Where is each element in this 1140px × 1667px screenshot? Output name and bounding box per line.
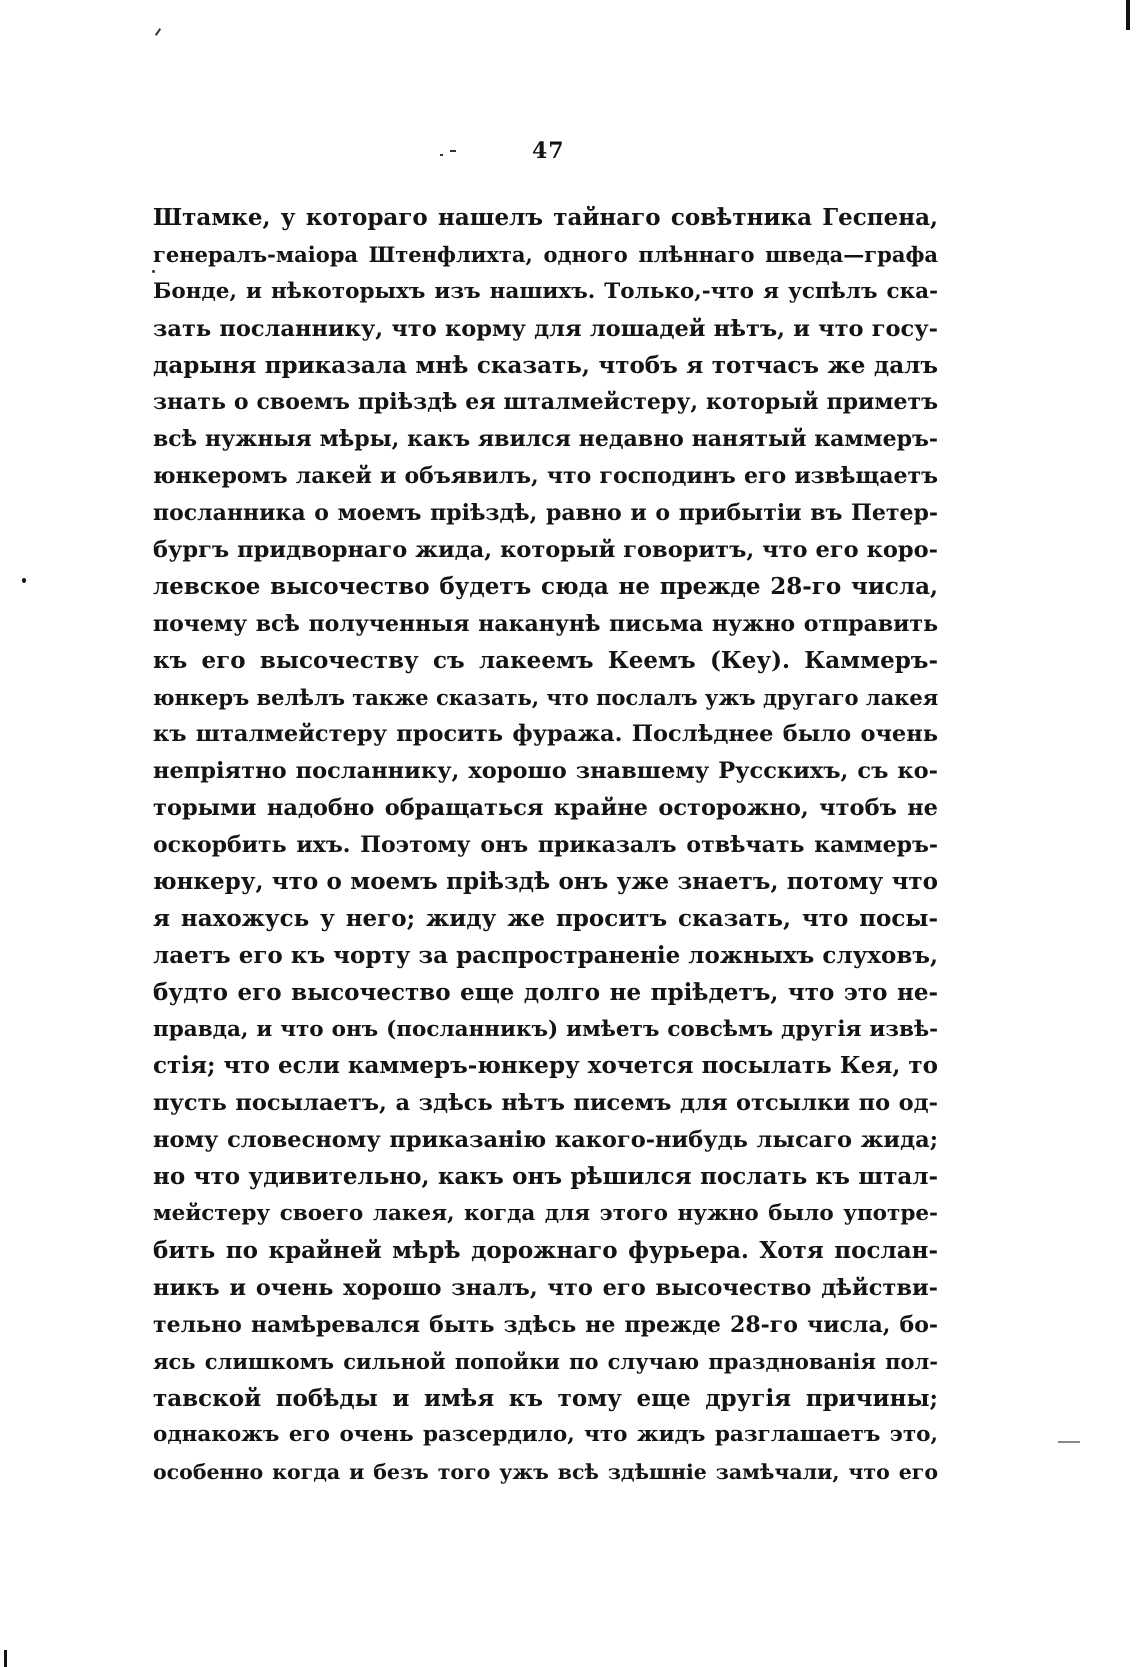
text-line: всѣ нужныя мѣры, какъ явился недавно нанятый каммеръ- bbox=[153, 426, 938, 453]
text-line: тавской побѣды и имѣя къ тому еще другія причины; bbox=[153, 1384, 938, 1412]
text-line: особенно когда и безъ того ужъ всѣ здѣшніе замѣчали, что его bbox=[153, 1460, 938, 1485]
text-line: юнкеръ велѣлъ также сказать, что послалъ ужъ другаго лакея bbox=[153, 684, 938, 710]
ink-mark bbox=[450, 150, 456, 152]
text-line: пусть посылаетъ, а здѣсь нѣтъ писемъ для отсылки по од- bbox=[153, 1090, 938, 1117]
page-number: 47 bbox=[532, 138, 565, 164]
text-line: торыми надобно обращаться крайне осторожно, чтобъ не bbox=[153, 795, 938, 822]
ink-mark bbox=[440, 154, 443, 156]
text-line: стія; что если каммеръ-юнкеру хочется посылать Кея, то bbox=[153, 1052, 938, 1080]
text-line: однакожъ его очень разсердило, что жидъ разглашаетъ это, bbox=[153, 1422, 938, 1448]
text-line: непріятно посланнику, хорошо знавшему Русскихъ, съ ко- bbox=[153, 758, 938, 785]
text-line: будто его высочество еще долго не пріѣдетъ, что это не- bbox=[153, 978, 938, 1006]
text-line: но что удивительно, какъ онъ рѣшился послать къ штал- bbox=[153, 1163, 938, 1191]
scan-edge-mark bbox=[4, 1650, 7, 1667]
text-line: посланника о моемъ пріѣздѣ, равно и о прибытіи въ Петер- bbox=[153, 500, 938, 527]
ink-mark bbox=[1058, 1441, 1080, 1443]
body-text bbox=[153, 200, 938, 1491]
text-line: тельно намѣревался быть здѣсь не прежде 28-го числа, бо- bbox=[153, 1311, 938, 1338]
text-line: ному словесному приказанію какого-нибудь лысаго жида; bbox=[153, 1127, 938, 1154]
scan-edge-mark bbox=[1126, 0, 1130, 30]
ink-mark bbox=[155, 28, 161, 36]
text-line: я нахожусь у него; жиду же проситъ сказать, что посы- bbox=[153, 904, 938, 932]
text-line: генералъ-маіора Штенфлихта, одного плѣннаго шведа—графа bbox=[153, 241, 938, 267]
text-line: никъ и очень хорошо зналъ, что его высочество дѣйстви- bbox=[153, 1274, 938, 1301]
text-line: ясь слишкомъ сильной попойки по случаю празднованія пол- bbox=[153, 1348, 938, 1374]
text-line: зать посланнику, что корму для лошадей нѣтъ, и что госу- bbox=[153, 315, 938, 342]
ink-mark bbox=[22, 578, 26, 583]
text-line: оскорбить ихъ. Поэтому онъ приказалъ отвѣчать каммеръ- bbox=[153, 832, 938, 859]
text-line: мейстеру своего лакея, когда для этого нужно было употре- bbox=[153, 1201, 938, 1227]
text-line: знать о своемъ пріѣздѣ ея шталмейстеру, который приметъ bbox=[153, 389, 938, 416]
text-line: Штамке, у котораго нашелъ тайнаго совѣтника Геспена, bbox=[153, 204, 938, 231]
text-line: правда, и что онъ (посланникъ) имѣетъ совсѣмъ другія извѣ- bbox=[153, 1016, 938, 1042]
text-line: дарыня приказала мнѣ сказать, чтобъ я тотчасъ же далъ bbox=[153, 351, 938, 379]
text-line: Бонде, и нѣкоторыхъ изъ нашихъ. Только,-что я успѣлъ ска- bbox=[153, 278, 938, 304]
text-line: къ его высочеству съ лакеемъ Кеемъ (Кеу). Каммеръ- bbox=[153, 646, 938, 674]
text-line: къ шталмейстеру просить фуража. Послѣднее было очень bbox=[153, 721, 938, 748]
text-line: бить по крайней мѣрѣ дорожнаго фурьера. Хотя послан- bbox=[153, 1236, 938, 1264]
text-line: левское высочество будетъ сюда не прежде 28-го числа, bbox=[153, 572, 938, 600]
text-line: почему всѣ полученныя наканунѣ письма нужно отправить bbox=[153, 610, 938, 637]
text-line: юнкеру, что о моемъ пріѣздѣ онъ уже знаетъ, потому что bbox=[153, 868, 938, 896]
text-line: бургъ придворнаго жида, который говоритъ, что его коро- bbox=[153, 537, 938, 564]
text-line: юнкеромъ лакей и объявилъ, что господинъ его извѣщаетъ bbox=[153, 463, 938, 490]
text-line: лаетъ его къ чорту за распространеніе ложныхъ слуховъ, bbox=[153, 941, 938, 969]
